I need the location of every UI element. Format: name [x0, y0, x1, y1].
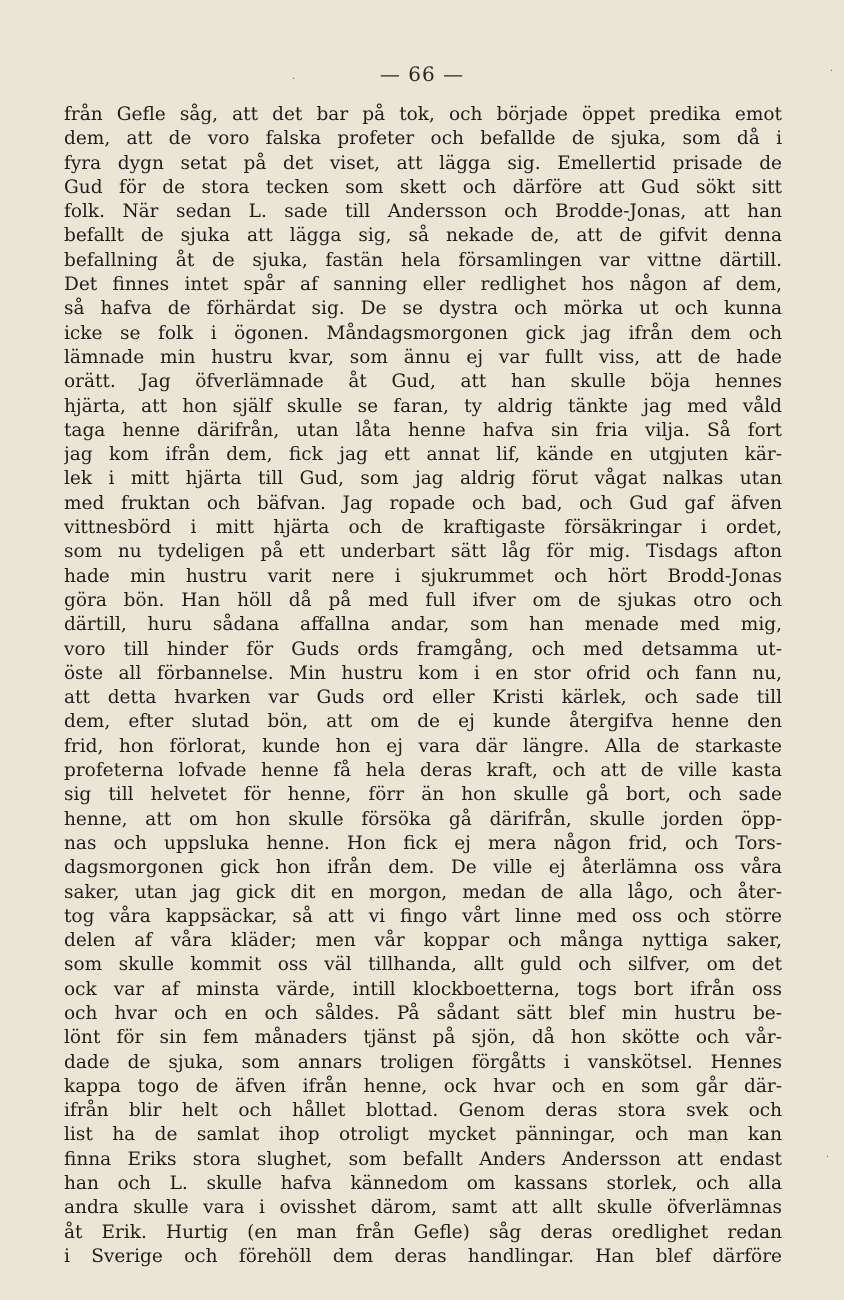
body-text [64, 103, 782, 1269]
text-line: icke se folk i ögonen. Måndagsmorgonen gick jag ifrån dem och [64, 322, 782, 344]
speck-mark: · [826, 1152, 830, 1163]
text-line: han och L. skulle hafva kännedom om kassans storlek, och alla [64, 1173, 782, 1195]
text-line: jag kom ifrån dem, fick jag ett annat lif, kände en utgjuten kär- [64, 444, 782, 466]
text-line: hade min hustru varit nere i sjukrummet och hört Brodd-Jonas [64, 565, 782, 587]
text-line: åt Erik. Hurtig (en man från Gefle) såg deras oredlighet redan [64, 1221, 782, 1243]
text-line: som skulle kommit oss väl tillhanda, allt guld och silfver, om det [64, 954, 782, 976]
text-line: ock var af minsta värde, intill klockboetterna, togs bort ifrån oss [64, 978, 782, 1000]
text-line: Gud för de stora tecken som skett och därföre att Gud sökt sitt [64, 176, 782, 198]
text-line: taga henne därifrån, utan låta henne hafva sin fria vilja. Så fort [64, 419, 782, 441]
text-line: vittnesbörd i mitt hjärta och de kraftigaste försäkringar i ordet, [64, 517, 782, 539]
text-line: befallt de sjuka att lägga sig, så nekade de, att de gifvit denna [64, 225, 782, 247]
text-line: ifrån blir helt och hållet blottad. Genom deras stora svek och [64, 1100, 782, 1122]
text-line: därtill, huru sådana affallna andar, som han menade med mig, [64, 614, 782, 636]
page-number: — 66 — [379, 62, 465, 86]
text-line: dem, att de voro falska profeter och befallde de sjuka, som då i [64, 128, 782, 150]
text-line: och hvar och en och såldes. På sådant sätt blef min hustru be- [64, 1002, 782, 1024]
text-line: att detta hvarken var Guds ord eller Kristi kärlek, och sade till [64, 687, 782, 709]
text-line: andra skulle vara i ovisshet därom, samt att allt skulle öfverlämnas [64, 1197, 782, 1219]
speck-mark: · [830, 66, 834, 77]
text-line: som nu tydeligen på ett underbart sätt låg för mig. Tisdags afton [64, 541, 782, 563]
text-line: sig till helvetet för henne, förr än hon skulle gå bort, och sade [64, 784, 782, 806]
text-line: befallning åt de sjuka, fastän hela församlingen var vittne därtill. [64, 249, 782, 271]
text-line: orätt. Jag öfverlämnade åt Gud, att han skulle böja hennes [64, 371, 782, 393]
text-line: dem, efter slutad bön, att om de ej kunde återgifva henne den [64, 711, 782, 733]
text-line: lämnade min hustru kvar, som ännu ej var fullt viss, att de hade [64, 346, 782, 368]
text-line: från Gefle såg, att det bar på tok, och började öppet predika emot [64, 104, 782, 125]
text-line: så hafva de förhärdat sig. De se dystra och mörka ut och kunna [64, 298, 782, 320]
text-line: kappa togo de äfven ifrån henne, ock hvar och en som går där- [64, 1075, 782, 1097]
speck-mark: · [292, 74, 296, 85]
text-line: profeterna lofvade henne få hela deras kraft, och att de ville kasta [64, 760, 782, 782]
text-line: med fruktan och bäfvan. Jag ropade och bad, och Gud gaf äfven [64, 492, 782, 514]
text-line: voro till hinder för Guds ords framgång, och med detsamma ut- [64, 638, 782, 660]
text-line: list ha de samlat ihop otroligt mycket pänningar, och man kan [64, 1124, 782, 1146]
text-line: dade de sjuka, som annars troligen förgåtts i vanskötsel. Hennes [64, 1051, 782, 1073]
text-line: frid, hon förlorat, kunde hon ej vara där längre. Alla de starkaste [64, 735, 782, 757]
text-line: finna Eriks stora slughet, som befallt Anders Andersson att endast [64, 1148, 782, 1170]
text-line: folk. När sedan L. sade till Andersson och Brodde-Jonas, att han [64, 201, 782, 223]
text-line: lek i mitt hjärta till Gud, som jag aldrig förut vågat nalkas utan [64, 468, 782, 490]
text-line: göra bön. Han höll då på med full ifver om de sjukas otro och [64, 589, 782, 611]
text-line: saker, utan jag gick dit en morgon, medan de alla lågo, och åter- [64, 881, 782, 903]
text-line: öste all förbannelse. Min hustru kom i en stor ofrid och fann nu, [64, 662, 782, 684]
text-line: Det finnes intet spår af sanning eller redlighet hos någon af dem, [64, 274, 782, 296]
text-line: fyra dygn setat på det viset, att lägga sig. Emellertid prisade de [64, 152, 782, 174]
text-line: hjärta, att hon själf skulle se faran, ty aldrig tänkte jag med våld [64, 395, 782, 417]
text-line: dagsmorgonen gick hon ifrån dem. De ville ej återlämna oss våra [64, 857, 782, 879]
text-line: nas och uppsluka henne. Hon fick ej mera någon frid, och Tors- [64, 832, 782, 854]
text-line: i Sverige och förehöll dem deras handlingar. Han blef därföre [64, 1245, 782, 1267]
text-line: henne, att om hon skulle försöka gå därifrån, skulle jorden öpp- [64, 808, 782, 830]
text-line: lönt för sin fem månaders tjänst på sjön, då hon skötte och vår- [64, 1027, 782, 1049]
text-line: delen af våra kläder; men vår koppar och många nyttiga saker, [64, 930, 782, 952]
text-line: tog våra kappsäckar, så att vi fingo vårt linne med oss och större [64, 905, 782, 927]
